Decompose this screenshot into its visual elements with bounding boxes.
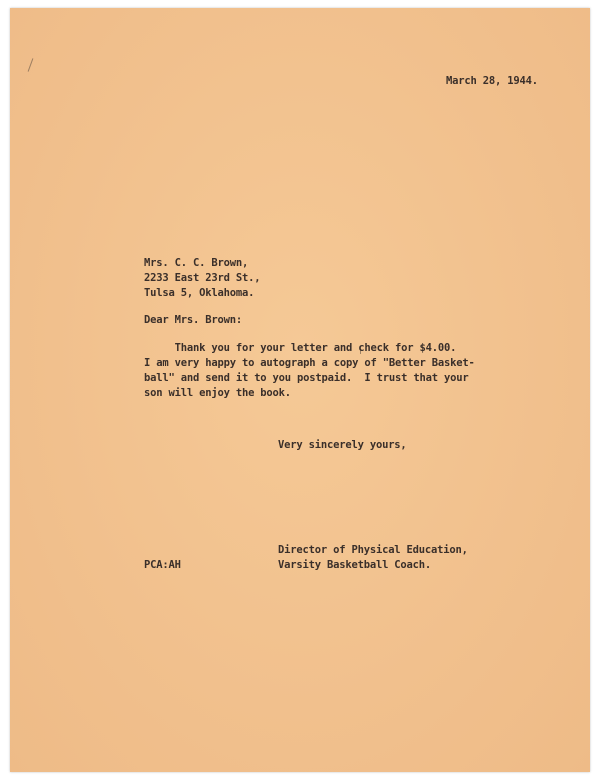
body-line: ball" and send it to you postpaid. I trust that your: [144, 372, 469, 384]
signature-title: Director of Physical Education,: [278, 544, 468, 556]
signature-subtitle: Varsity Basketball Coach.: [278, 559, 432, 571]
recipient-city: Tulsa 5, Oklahoma.: [144, 287, 255, 299]
body-line: Thank you for your letter and check for $4.00.: [144, 342, 457, 354]
paper-speck: [28, 58, 34, 71]
body-line: son will enjoy the book.: [144, 387, 291, 399]
letter-date: March 28, 1944.: [446, 75, 538, 87]
closing: Very sincerely yours,: [278, 439, 407, 451]
salutation: Dear Mrs. Brown:: [144, 314, 242, 326]
body-line: I am very happy to autograph a copy of "Better Basket-: [144, 357, 475, 369]
recipient-name: Mrs. C. C. Brown,: [144, 257, 249, 269]
letter-page: [10, 8, 590, 772]
reference-initials: PCA:AH: [144, 559, 181, 571]
recipient-street: 2233 East 23rd St.,: [144, 272, 261, 284]
